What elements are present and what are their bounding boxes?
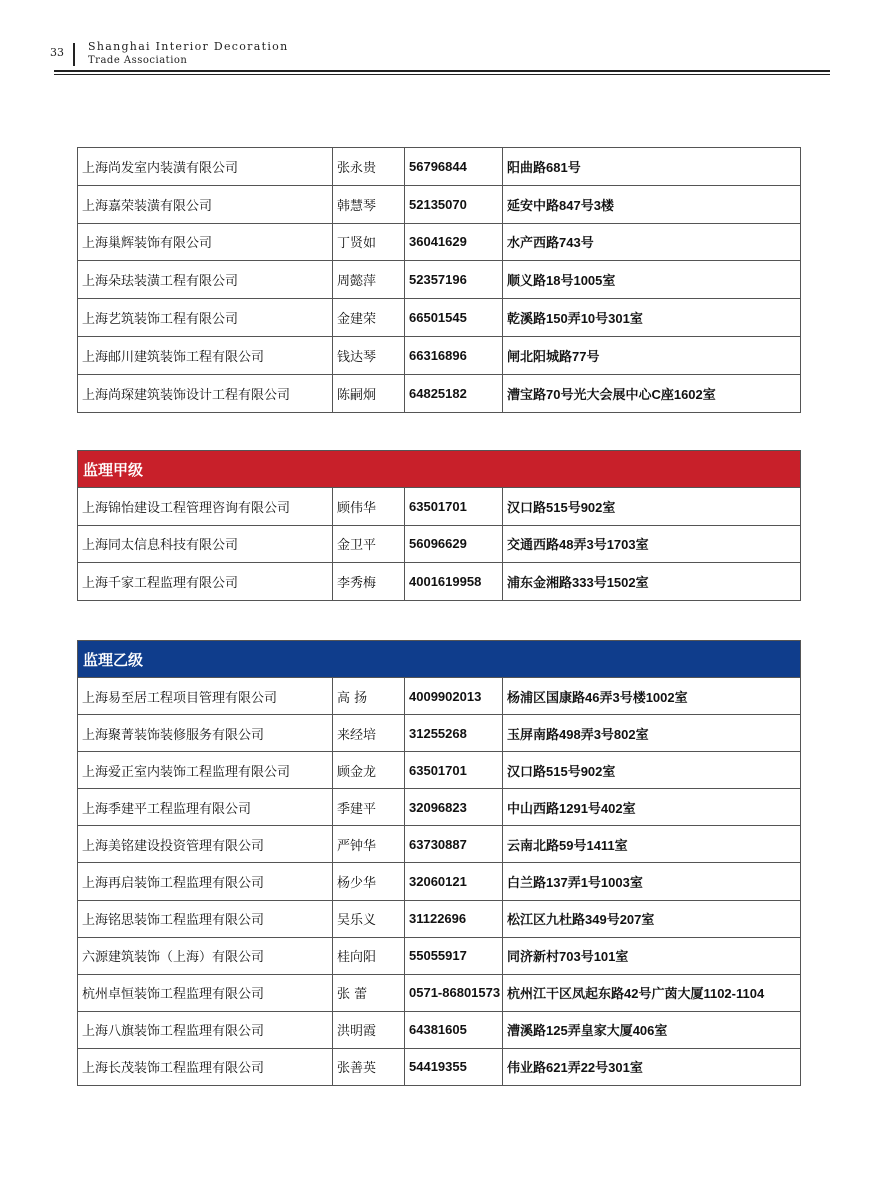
company-name-cell: 上海千家工程监理有限公司 <box>78 563 333 601</box>
phone-number-cell: 32096823 <box>405 789 503 826</box>
table-row <box>78 336 801 374</box>
contact-person-cell: 张永贵 <box>333 148 405 186</box>
phone-number-cell: 63501701 <box>405 752 503 789</box>
contact-person-cell: 钱达琴 <box>333 336 405 374</box>
phone-number-cell: 32060121 <box>405 863 503 900</box>
table-row <box>78 1048 801 1085</box>
phone-number-cell: 56096629 <box>405 525 503 563</box>
address-cell: 漕宝路70号光大会展中心C座1602室 <box>503 374 801 412</box>
address-cell: 漕溪路125弄皇家大厦406室 <box>503 1011 801 1048</box>
contact-person-cell: 严钟华 <box>333 826 405 863</box>
phone-number-cell: 63501701 <box>405 488 503 526</box>
address-cell: 延安中路847号3楼 <box>503 185 801 223</box>
table-row <box>78 752 801 789</box>
address-cell: 中山西路1291号402室 <box>503 789 801 826</box>
address-cell: 交通西路48弄3号1703室 <box>503 525 801 563</box>
phone-number-cell: 64381605 <box>405 1011 503 1048</box>
phone-number-cell: 4001619958 <box>405 563 503 601</box>
company-name-cell: 上海尚发室内装潢有限公司 <box>78 148 333 186</box>
contact-person-cell: 陈嗣炯 <box>333 374 405 412</box>
phone-number-cell: 36041629 <box>405 223 503 261</box>
address-cell: 水产西路743号 <box>503 223 801 261</box>
section-title-grade-a: 监理甲级 <box>78 451 801 488</box>
address-cell: 杭州江干区凤起东路42号广茵大厦1102-1104 <box>503 974 801 1011</box>
company-name-cell: 上海铭思装饰工程监理有限公司 <box>78 900 333 937</box>
company-name-cell: 上海爱正室内装饰工程监理有限公司 <box>78 752 333 789</box>
phone-number-cell: 52357196 <box>405 261 503 299</box>
company-name-cell: 上海尚琛建筑装饰设计工程有限公司 <box>78 374 333 412</box>
table-row <box>78 974 801 1011</box>
address-cell: 汉口路515号902室 <box>503 488 801 526</box>
company-name-cell: 上海锦怡建设工程管理咨询有限公司 <box>78 488 333 526</box>
table-row <box>78 261 801 299</box>
address-cell: 云南北路59号1411室 <box>503 826 801 863</box>
table-row <box>78 789 801 826</box>
table-row <box>78 937 801 974</box>
phone-number-cell: 56796844 <box>405 148 503 186</box>
company-name-cell: 上海艺筑装饰工程有限公司 <box>78 299 333 337</box>
contact-person-cell: 洪明霞 <box>333 1011 405 1048</box>
company-name-cell: 杭州卓恒装饰工程监理有限公司 <box>78 974 333 1011</box>
table-row <box>78 223 801 261</box>
company-name-cell: 上海聚菁装饰装修服务有限公司 <box>78 715 333 752</box>
company-name-cell: 上海同太信息科技有限公司 <box>78 525 333 563</box>
phone-number-cell: 31122696 <box>405 900 503 937</box>
contact-person-cell: 桂向阳 <box>333 937 405 974</box>
company-name-cell: 上海八旗装饰工程监理有限公司 <box>78 1011 333 1048</box>
supervision-grade-a-table <box>77 450 801 601</box>
table-row <box>78 148 801 186</box>
phone-number-cell: 64825182 <box>405 374 503 412</box>
contact-person-cell: 金建荣 <box>333 299 405 337</box>
header-rule-thin <box>54 74 830 75</box>
contact-person-cell: 韩慧琴 <box>333 185 405 223</box>
section-header-row <box>78 451 801 488</box>
contact-person-cell: 李秀梅 <box>333 563 405 601</box>
address-cell: 伟业路621弄22号301室 <box>503 1048 801 1085</box>
address-cell: 闸北阳城路77号 <box>503 336 801 374</box>
org-name-line1: Shanghai Interior Decoration <box>88 40 289 53</box>
header-divider <box>73 43 75 66</box>
table-row <box>78 563 801 601</box>
contact-person-cell: 张 蕾 <box>333 974 405 1011</box>
company-name-cell: 上海再启装饰工程监理有限公司 <box>78 863 333 900</box>
phone-number-cell: 31255268 <box>405 715 503 752</box>
phone-number-cell: 54419355 <box>405 1048 503 1085</box>
table-row <box>78 826 801 863</box>
address-cell: 阳曲路681号 <box>503 148 801 186</box>
page-header <box>0 0 884 80</box>
table-row <box>78 715 801 752</box>
address-cell: 松江区九杜路349号207室 <box>503 900 801 937</box>
contact-person-cell: 来经培 <box>333 715 405 752</box>
contact-person-cell: 顾伟华 <box>333 488 405 526</box>
page-number: 33 <box>50 46 64 59</box>
table-row <box>78 299 801 337</box>
phone-number-cell: 4009902013 <box>405 678 503 715</box>
phone-number-cell: 63730887 <box>405 826 503 863</box>
section-title-grade-b: 监理乙级 <box>78 641 801 678</box>
address-cell: 乾溪路150弄10号301室 <box>503 299 801 337</box>
company-name-cell: 上海嘉荣装潢有限公司 <box>78 185 333 223</box>
table-row <box>78 374 801 412</box>
phone-number-cell: 66316896 <box>405 336 503 374</box>
contact-person-cell: 吴乐义 <box>333 900 405 937</box>
company-table-continued <box>77 147 801 413</box>
table-row <box>78 678 801 715</box>
table-row <box>78 488 801 526</box>
supervision-grade-b-table <box>77 640 801 1086</box>
table-row <box>78 185 801 223</box>
address-cell: 白兰路137弄1号1003室 <box>503 863 801 900</box>
contact-person-cell: 季建平 <box>333 789 405 826</box>
company-name-cell: 六源建筑装饰（上海）有限公司 <box>78 937 333 974</box>
company-name-cell: 上海朵珐装潢工程有限公司 <box>78 261 333 299</box>
address-cell: 汉口路515号902室 <box>503 752 801 789</box>
table-row <box>78 525 801 563</box>
phone-number-cell: 55055917 <box>405 937 503 974</box>
phone-number-cell: 52135070 <box>405 185 503 223</box>
address-cell: 玉屏南路498弄3号802室 <box>503 715 801 752</box>
contact-person-cell: 杨少华 <box>333 863 405 900</box>
org-name-line2: Trade Association <box>88 55 188 66</box>
company-name-cell: 上海季建平工程监理有限公司 <box>78 789 333 826</box>
section-header-row <box>78 641 801 678</box>
company-name-cell: 上海长茂装饰工程监理有限公司 <box>78 1048 333 1085</box>
contact-person-cell: 张善英 <box>333 1048 405 1085</box>
contact-person-cell: 周懿萍 <box>333 261 405 299</box>
contact-person-cell: 高 扬 <box>333 678 405 715</box>
address-cell: 浦东金湘路333号1502室 <box>503 563 801 601</box>
phone-number-cell: 0571-86801573 <box>405 974 503 1011</box>
phone-number-cell: 66501545 <box>405 299 503 337</box>
company-name-cell: 上海易至居工程项目管理有限公司 <box>78 678 333 715</box>
company-name-cell: 上海邮川建筑装饰工程有限公司 <box>78 336 333 374</box>
contact-person-cell: 金卫平 <box>333 525 405 563</box>
table-row <box>78 1011 801 1048</box>
address-cell: 杨浦区国康路46弄3号楼1002室 <box>503 678 801 715</box>
company-name-cell: 上海巢辉装饰有限公司 <box>78 223 333 261</box>
company-name-cell: 上海美铭建设投资管理有限公司 <box>78 826 333 863</box>
contact-person-cell: 顾金龙 <box>333 752 405 789</box>
table-row <box>78 900 801 937</box>
address-cell: 顺义路18号1005室 <box>503 261 801 299</box>
table-row <box>78 863 801 900</box>
header-rule-thick <box>54 70 830 72</box>
address-cell: 同济新村703号101室 <box>503 937 801 974</box>
contact-person-cell: 丁贤如 <box>333 223 405 261</box>
